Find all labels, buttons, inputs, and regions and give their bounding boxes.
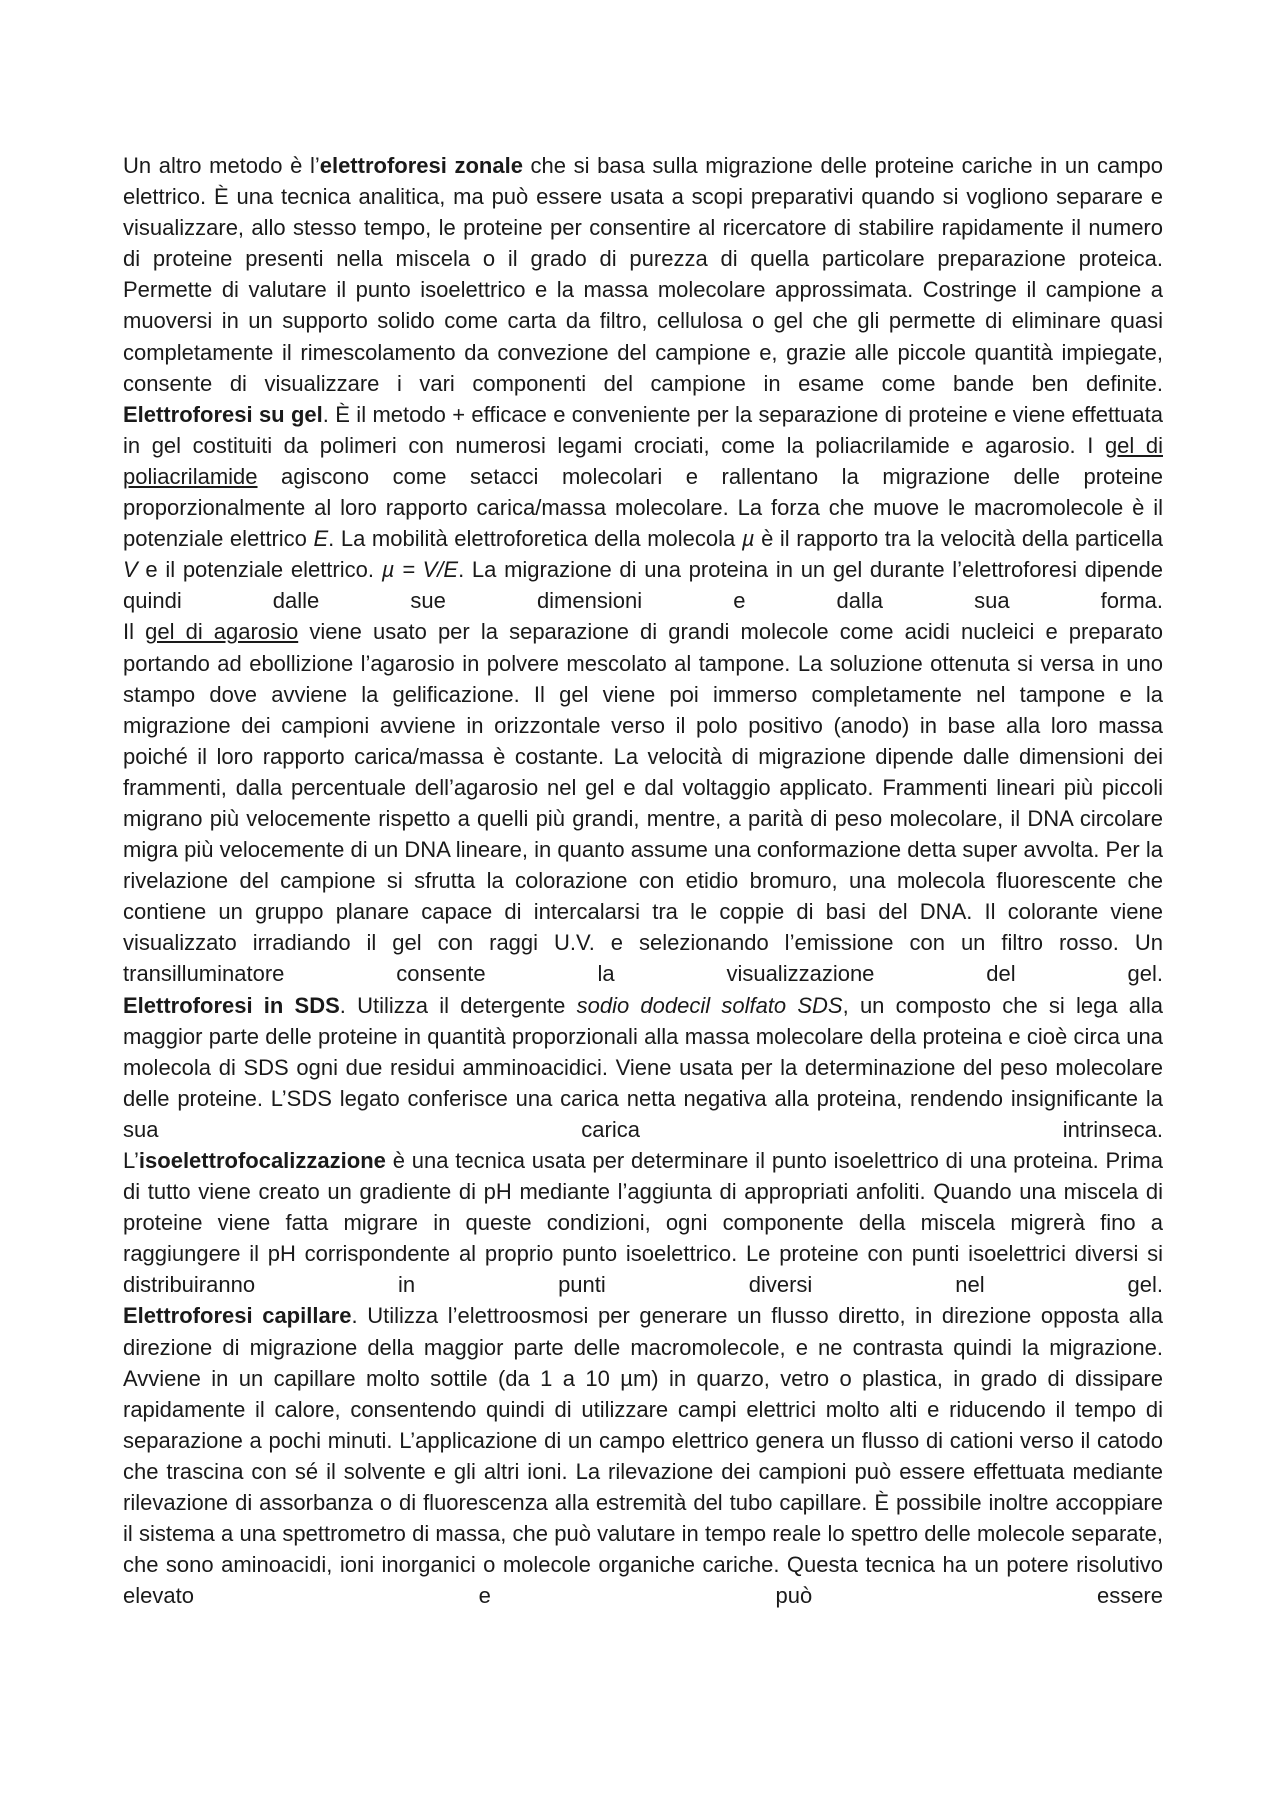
text-run: agiscono come setacci molecolari e rallentano la migrazione delle proteine proporzionalmente al loro rapporto carica/massa molecolare. La forza che muove le macromolecole è il potenziale elettrico (123, 463, 1163, 552)
paragraph (123, 150, 1163, 399)
text-run: . Utilizza il detergente (339, 992, 577, 1018)
bold-term: Elettroforesi in SDS (123, 992, 340, 1018)
text-run: , un composto che si lega alla maggior parte delle proteine in quantità proporzionali alla massa molecolare della proteina e cioè circa una molecola di SDS ogni due residui amminoacidici. Viene usata per la determinazione del peso molecolare delle proteine. L’SDS legato conferisce una carica netta negativa alla proteina, rendendo insignificante la sua carica intrinseca. (123, 992, 1164, 1142)
text-run: . Utilizza l’elettroosmosi per generare un flusso diretto, in direzione opposta alla direzione di migrazione della maggior parte delle macromolecole, e ne contrasta quindi la migrazione. Avviene in un capillare molto sottile (da 1 a 10 µm) in quarzo, vetro o plastica, in grado di dissipare rapidamente il calore, consentendo quindi di utilizzare campi elettrici molto alti e riducendo il tempo di separazione a pochi minuti. L’applicazione di un campo elettrico genera un flusso di cationi verso il catodo che trascina con sé il solvente e gli altri ioni. La rilevazione dei campioni può essere effettuata mediante rilevazione di assorbanza o di fluorescenza alla estremità del tubo capillare. È possibile inoltre accoppiare il sistema a una spettrometro di massa, che può valutare in tempo reale lo spettro delle molecole separate, che sono aminoacidi, ioni inorganici o molecole organiche cariche. Questa tecnica ha un potere risolutivo elevato e può essere (123, 1303, 1163, 1609)
italic-term: sodio dodecil solfato SDS (576, 992, 843, 1018)
italic-term: E (313, 526, 329, 552)
text-run: è una tecnica usata per determinare il punto isoelettrico di una proteina. Prima di tutto viene creato un gradiente di pH mediante l’aggiunta di appropriati anfoliti. Quando una miscela di proteine viene fatta migrare in queste condizioni, ogni componente della miscela migrerà fino a raggiungere il pH corrispondente al proprio punto isoelettrico. Le proteine con punti isoelettrici diversi si distribuiranno in punti diversi nel gel. (123, 1148, 1163, 1298)
text-run: . La mobilità elettroforetica della molecola (328, 526, 742, 552)
text-run: Il (123, 619, 146, 645)
paragraph (123, 1300, 1163, 1611)
bold-term: elettroforesi zonale (319, 153, 523, 178)
italic-term: µ = V/E (381, 557, 459, 583)
text-run: . La migrazione di una proteina in un gel durante l’elettroforesi dipende quindi dalle sue dimensioni e dalla sua forma. (123, 557, 1163, 614)
bold-term: isoelettrofocalizzazione (138, 1148, 386, 1173)
text-run: L’ (123, 1148, 139, 1173)
text-run: viene usato per la separazione di grandi molecole come acidi nucleici e preparato portando ad ebollizione l’agarosio in polvere mescolato al tampone. La soluzione ottenuta si versa in uno stampo dove avviene la gelificazione. Il gel viene poi immerso completamente nel tampone e la migrazione dei campioni avviene in orizzontale verso il polo positivo (anodo) in base alla loro massa poiché il loro rapporto carica/massa è costante. La velocità di migrazione dipende dalle dimensioni dei frammenti, dalla percentuale dell’agarosio nel gel e dal voltaggio applicato. Frammenti lineari più piccoli migrano più velocemente rispetto a quelli più grandi, mentre, a parità di peso molecolare, il DNA circolare migra più velocemente di un DNA lineare, in quanto assume una conformazione detta super avvolta. Per la rivelazione del campione si sfrutta la colorazione con etidio bromuro, una molecola fluorescente che contiene un gruppo planare capace di intercalarsi tra le coppie di basi del DNA. Il colorante viene visualizzato irradiando il gel con raggi U.V. e selezionando l’emissione con un filtro rosso. Un transilluminatore consente la visualizzazione del gel. (123, 619, 1163, 987)
bold-term: Elettroforesi su gel (123, 401, 323, 427)
italic-term: V (123, 557, 138, 583)
bold-term: Elettroforesi capillare (123, 1303, 352, 1329)
paragraph (123, 1145, 1163, 1300)
paragraph (123, 990, 1163, 1145)
text-run: . È il metodo + efficace e conveniente per la separazione di proteine e viene effettuata in gel costituiti da polimeri con numerosi legami crociati, come la poliacrilamide e agarosio. I (123, 401, 1163, 458)
underlined-term: gel di agarosio (145, 619, 299, 645)
underlined-term: gel di poliacrilamide (123, 432, 1163, 489)
paragraph (123, 616, 1163, 989)
paragraph (123, 399, 1163, 617)
text-run: è il rapporto tra la velocità della particella (754, 526, 1163, 552)
text-run: che si basa sulla migrazione delle proteine cariche in un campo elettrico. È una tecnica analitica, ma può essere usata a scopi preparativi quando si vogliono separare e visualizzare, allo stesso tempo, le proteine per consentire al ricercatore di stabilire rapidamente il numero di proteine presenti nella miscela o il grado di purezza di quella particolare preparazione proteica. Permette di valutare il punto isoelettrico e la massa molecolare approssimata. Costringe il campione a muoversi in un supporto solido come carta da filtro, cellulosa o gel che gli permette di eliminare quasi completamente il rimescolamento da convezione del campione e, grazie alle piccole quantità impiegate, consente di visualizzare i vari componenti del campione in esame come bande ben definite. (123, 153, 1163, 396)
italic-term: µ (741, 526, 755, 552)
text-run: e il potenziale elettrico. (137, 557, 382, 583)
text-run: Un altro metodo è l’ (123, 153, 320, 178)
document-body (123, 150, 1163, 1611)
